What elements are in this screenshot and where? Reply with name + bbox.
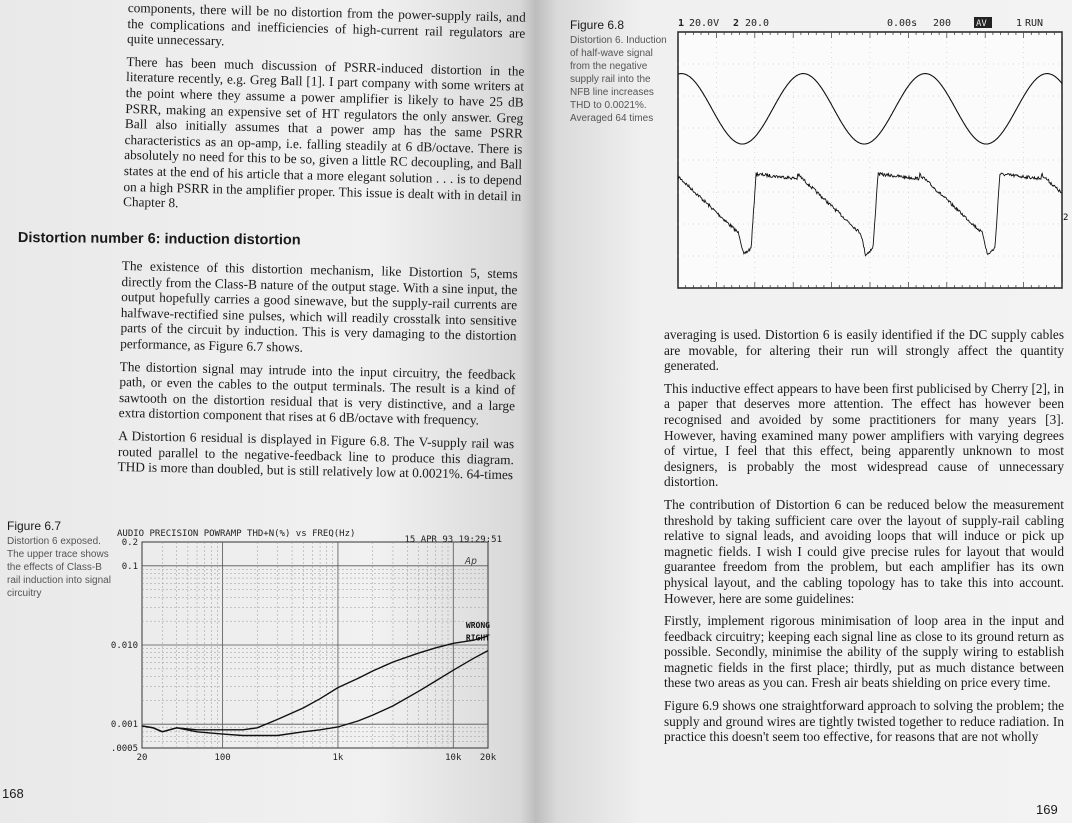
x-tick-label: 20k: [479, 753, 497, 763]
x-tick-label: 20: [136, 753, 148, 763]
y-tick-label: 0.001: [110, 720, 138, 731]
figure-6-8-caption: [570, 18, 670, 125]
oscilloscope-display: [671, 14, 1071, 294]
series-label-wrong: WRONG: [465, 620, 490, 630]
paragraph: A Distortion 6 residual is displayed in Figure 6.8. The V-supply rail was routed parallel to the negative-feedback line to produce this diagram. THD is more than doubled, but is still relatively low at 0.0021%. 64-times: [117, 427, 515, 483]
paragraph: components, there will be no distortion from the power-supply rails, and the complications and inefficiencies of high-current rail regulators are quite unnecessary.: [126, 0, 526, 49]
right-page: [536, 0, 1072, 823]
series-line-right: [142, 651, 488, 736]
ch2-label: 2: [733, 18, 740, 29]
section-heading: Distortion number 6: induction distortion: [17, 230, 301, 249]
run-label: RUN: [1025, 18, 1044, 29]
chart-timestamp: 15 APR 93 19:29:51: [404, 535, 502, 545]
x-tick-label: 10k: [445, 753, 462, 763]
figure-caption: Distortion 6. Induction of half-wave signal from the negative supply rail into the NFB line increases THD to 0.0021%. Averaged 64 times: [570, 35, 667, 124]
paragraph: The existence of this distortion mechanism, like Distortion 5, stems directly from the Class-B nature of the output stage. With a sine input, the output hopefully carries a good sinewave, but the supply-rail currents are halfwave-rectified sine pulses, which will readily crosstalk into sensitive parts of the circuit by induction. This is very damaging to the distortion performance, as Figure 6.7 shows.: [120, 258, 518, 355]
y-tick-label: 0.1: [121, 561, 138, 572]
intro-text: [123, 0, 526, 226]
page-number: 169: [1036, 802, 1058, 817]
paragraph: There has been much discussion of PSRR-induced distortion in the literature recently, e.g. Greg Ball [1]. I part company with some writers at the point where they assume a power amplifier is likely to have 25 dB PSRR, making an expensive set of HT regulators the only answer. Greg Ball also initially assumes that a power amp has the same PSRR characteristics as an op-amp, i.e. falling steadily at 6 dB/octave. There is absolutely no need for this to be so, given a little RC decoupling, and Ball states at the end of his article that a more elegant solution . . . is to depend on a high PSRR in the amplifier proper. This issue is dealt with in detail in Chapter 8.: [122, 53, 525, 211]
x-tick-label: 1k: [332, 753, 344, 763]
ap-logo: Ap: [465, 556, 478, 567]
x-tick-label: 100: [214, 753, 231, 763]
figure-6-7-caption: [7, 519, 117, 600]
ch1-scale: 20.0V: [689, 18, 720, 29]
paragraph: averaging is used. Distortion 6 is easily identified if the DC supply cables are movable, for altering their run will strongly affect the quantity generated.: [664, 327, 1064, 374]
chart-title: AUDIO PRECISION POWRAMP THD+N(%) vs FREQ(Hz): [117, 529, 356, 539]
scope-screen: [678, 32, 1062, 288]
paragraph: Firstly, implement rigorous minimisation of loop area in the input and feedback circuitry; keeping each signal line as close to its ground return as possible. Secondly, minimise the ability of the supply wiring to establish magnetic fields in the first place; thirdly, put as much distance between these two areas as you can. Fresh air beats shielding on price every time.: [664, 613, 1064, 691]
ch2-scale: 20.0: [745, 18, 770, 29]
section-text: [117, 258, 518, 490]
page-number: 168: [2, 786, 24, 801]
scope-status-bar: [678, 17, 1043, 29]
figure-label: Figure 6.7: [7, 519, 62, 533]
paragraph: The contribution of Distortion 6 can be reduced below the measurement threshold by taking sufficient care over the layout of supply-rail cabling relative to signal leads, and avoiding loops that will induce or pick up magnetic fields. I wish I could give precise rules for layout that would guarantee freedom from the problem, but each amplifier has its own physical layout, and the cabling topology has to take this into account. However, here are some guidelines:: [664, 496, 1064, 606]
y-tick-label: 0.010: [110, 641, 138, 651]
y-tick-label: .0005: [110, 744, 138, 754]
paragraph: This inductive effect appears to have been first publicised by Cherry [2], in a paper that deserves more attention. The effect has however been recognised and avoided by some practitioners for many years [3]. However, having examined many power amplifiers with varying degrees of virtue, I feel that this effect, being apparently unknown to most designers, is probably the most widespread cause of unnecessary distortion.: [664, 380, 1064, 490]
figure-label: Figure 6.8: [570, 18, 625, 32]
paragraph: The distortion signal may intrude into the input circuitry, the feedback path, or even the cables to the output terminals. The result is a kind of sawtooth on the distortion residual that is very distinctive, and a large extra distortion component that rises at 6 dB/octave with frequency.: [118, 358, 516, 428]
thd-frequency-chart: [110, 520, 510, 780]
mode-label: AV: [976, 19, 987, 29]
ch2-marker: 2: [1063, 213, 1069, 223]
series-line-wrong: [142, 633, 490, 732]
ch1-label: 1: [678, 18, 685, 29]
timebase-readout: 0.00s: [887, 18, 918, 29]
figure-caption: Distortion 6 exposed. The upper trace shows the effects of Class-B rail induction into signal circuitry: [7, 536, 111, 599]
series-label-right: RIGHT: [465, 633, 490, 643]
right-text: [664, 327, 1064, 752]
paragraph: Figure 6.9 shows one straightforward approach to solving the problem; the supply and ground wires are tightly twisted together to reduce radiation. In practice this doesn't seem too effective, for reasons that are not wholly: [664, 698, 1064, 745]
y-tick-label: 0.2: [121, 538, 138, 548]
time-div-readout: 200: [933, 18, 952, 29]
trigger-label: 1: [1016, 18, 1023, 29]
